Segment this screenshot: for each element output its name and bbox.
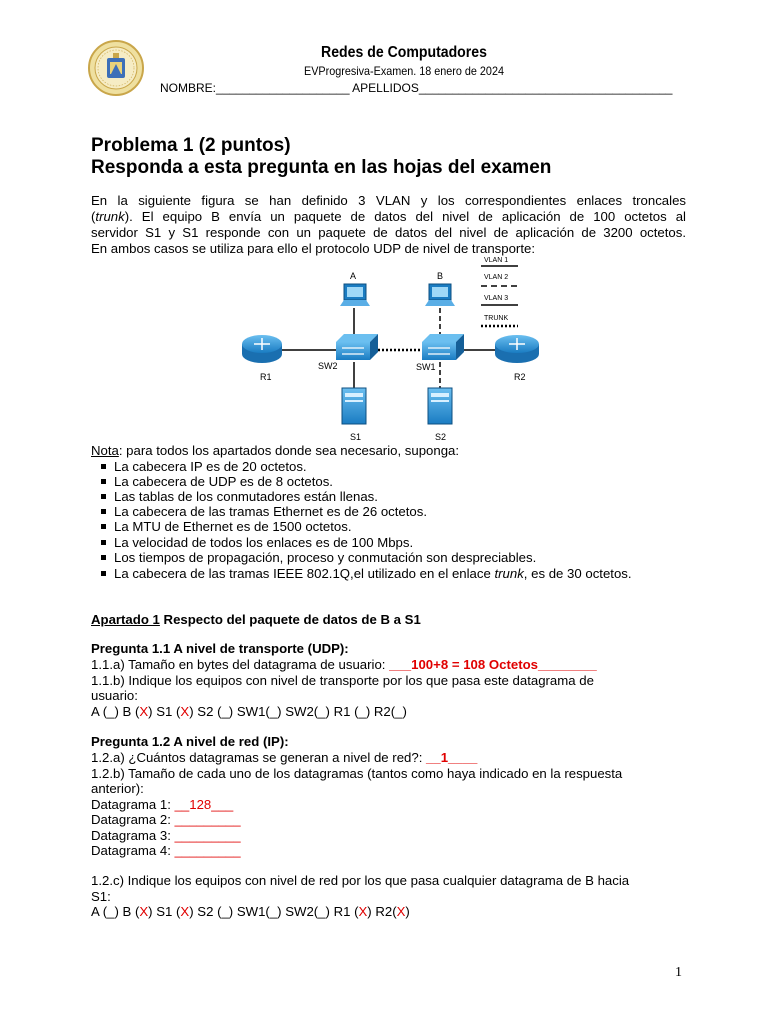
intro-paragraph (91, 193, 686, 257)
legend-vlan3: VLAN 3 (484, 295, 509, 302)
switch-sw2-icon (336, 334, 378, 360)
router-r2-icon (495, 335, 539, 363)
legend-vlan2: VLAN 2 (484, 274, 509, 281)
label-r1: R1 (260, 372, 272, 382)
intro-line-3: servidor S1 y S1 responde con un paquete de datos del nivel de aplicación de 3200 octetos. (91, 225, 686, 240)
question-1-2-a: 1.2.a) ¿Cuántos datagramas se generan a nivel de red?: __1____ (91, 750, 478, 765)
intro-line-4: En ambos casos se utiliza para ello el protocolo UDP de nivel de transporte: (91, 241, 535, 256)
network-diagram (232, 256, 547, 446)
label-r2: R2 (514, 372, 526, 382)
question-1-2-c-line-2: S1: (91, 889, 111, 904)
legend-trunk: TRUNK (484, 315, 509, 322)
note-label: Nota (91, 443, 119, 458)
answer-1-2-a: __1____ (426, 750, 478, 765)
switch-sw1-icon (422, 334, 464, 360)
note-item-4: La cabecera de las tramas Ethernet es de 26 octetos. (114, 504, 428, 519)
vlan-legend (481, 257, 518, 326)
exam-subtitle: EVProgresiva-Examen. 18 enero de 2024 (304, 64, 504, 78)
name-line (160, 81, 672, 95)
note-item-5: La MTU de Ethernet es de 1500 octetos. (114, 519, 352, 534)
answer-datagram-1: __128___ (174, 797, 234, 812)
datagram-3: Datagrama 3: _________ (91, 828, 241, 843)
name-blank: ____________________ (216, 81, 350, 95)
course-title: Redes de Computadores (321, 44, 487, 61)
question-1-1-a: 1.1.a) Tamaño en bytes del datagrama de usuario: ___100+8 = 108 Octetos________ (91, 657, 597, 672)
note-heading: Nota: para todos los apartados donde sea necesario, suponga: (91, 443, 460, 458)
note-item-3: Las tablas de los conmutadores están llenas. (114, 489, 378, 504)
note-item-6: La velocidad de todos los enlaces es de 100 Mbps. (114, 535, 414, 550)
question-1-1-b-line-2: usuario: (91, 688, 138, 703)
note-item-7: Los tiempos de propagación, proceso y conmutación son despreciables. (114, 550, 537, 565)
name-label: NOMBRE: (160, 81, 217, 95)
surname-blank: ______________________________________ (418, 81, 673, 95)
label-s1: S1 (350, 432, 362, 442)
question-1-2-title: Pregunta 1.2 A nivel de red (IP): (91, 734, 289, 749)
question-1-2-b-line-2: anterior): (91, 781, 144, 796)
router-r1-icon (242, 335, 282, 363)
label-sw1: SW1 (416, 362, 436, 372)
apartado-1-heading: Apartado 1 Respecto del paquete de datos de B a S1 (91, 612, 421, 627)
answer-1-1-a: ___100+8 = 108 Octetos________ (389, 657, 597, 672)
datagram-1: Datagrama 1: __128___ (91, 797, 234, 812)
page-header (80, 40, 728, 100)
datagram-4: Datagrama 4: _________ (91, 843, 241, 858)
note-item-1: La cabecera IP es de 20 octetos. (114, 459, 307, 474)
label-b: B (437, 271, 444, 281)
question-1-1-b-line-1: 1.1.b) Indique los equipos con nivel de transporte por los que pasa este datagrama de (91, 673, 594, 688)
intro-line-1: En la siguiente figura se han definido 3 VLAN y los correspondientes enlaces troncales (91, 193, 686, 208)
page-number: 1 (675, 965, 682, 980)
trunk-term: trunk (95, 209, 125, 224)
problem-title: Problema 1 (2 puntos) (91, 135, 291, 156)
legend-vlan1: VLAN 1 (484, 257, 509, 264)
problem-subtitle: Responda a esta pregunta en las hojas del examen (91, 157, 552, 178)
datagram-2: Datagrama 2: _________ (91, 812, 241, 827)
label-s2: S2 (435, 432, 447, 442)
question-1-2-b-line-1: 1.2.b) Tamaño de cada uno de los datagramas (tantos como haya indicado en la respuesta (91, 766, 623, 781)
surname-label: APELLIDOS (352, 81, 419, 95)
apartado-1-label: Apartado 1 (91, 612, 160, 627)
intro-line-2: (trunk). El equipo B envía un paquete de datos del nivel de aplicación de 100 octetos al (91, 209, 686, 224)
server-s1-icon (342, 388, 366, 424)
host-a-icon (340, 284, 370, 306)
server-s2-icon (428, 388, 452, 424)
note-item-2: La cabecera de UDP es de 8 octetos. (114, 474, 333, 489)
answer-1-1-b: A (_) B (X) S1 (X) S2 (_) SW1(_) SW2(_) R1 (_) R2(_) (91, 704, 407, 719)
question-1-1-title: Pregunta 1.1 A nivel de transporte (UDP): (91, 641, 349, 656)
note-item-8: La cabecera de las tramas IEEE 802.1Q,el utilizado en el enlace trunk, es de 30 octetos. (114, 566, 632, 581)
host-b-icon (425, 284, 455, 306)
label-sw2: SW2 (318, 361, 338, 371)
answer-1-2-c: A (_) B (X) S1 (X) S2 (_) SW1(_) SW2(_) R1 (X) R2(X) (91, 904, 410, 919)
label-a: A (350, 271, 357, 281)
question-1-2-c-line-1: 1.2.c) Indique los equipos con nivel de red por los que pasa cualquier datagrama de B hacia (91, 873, 630, 888)
